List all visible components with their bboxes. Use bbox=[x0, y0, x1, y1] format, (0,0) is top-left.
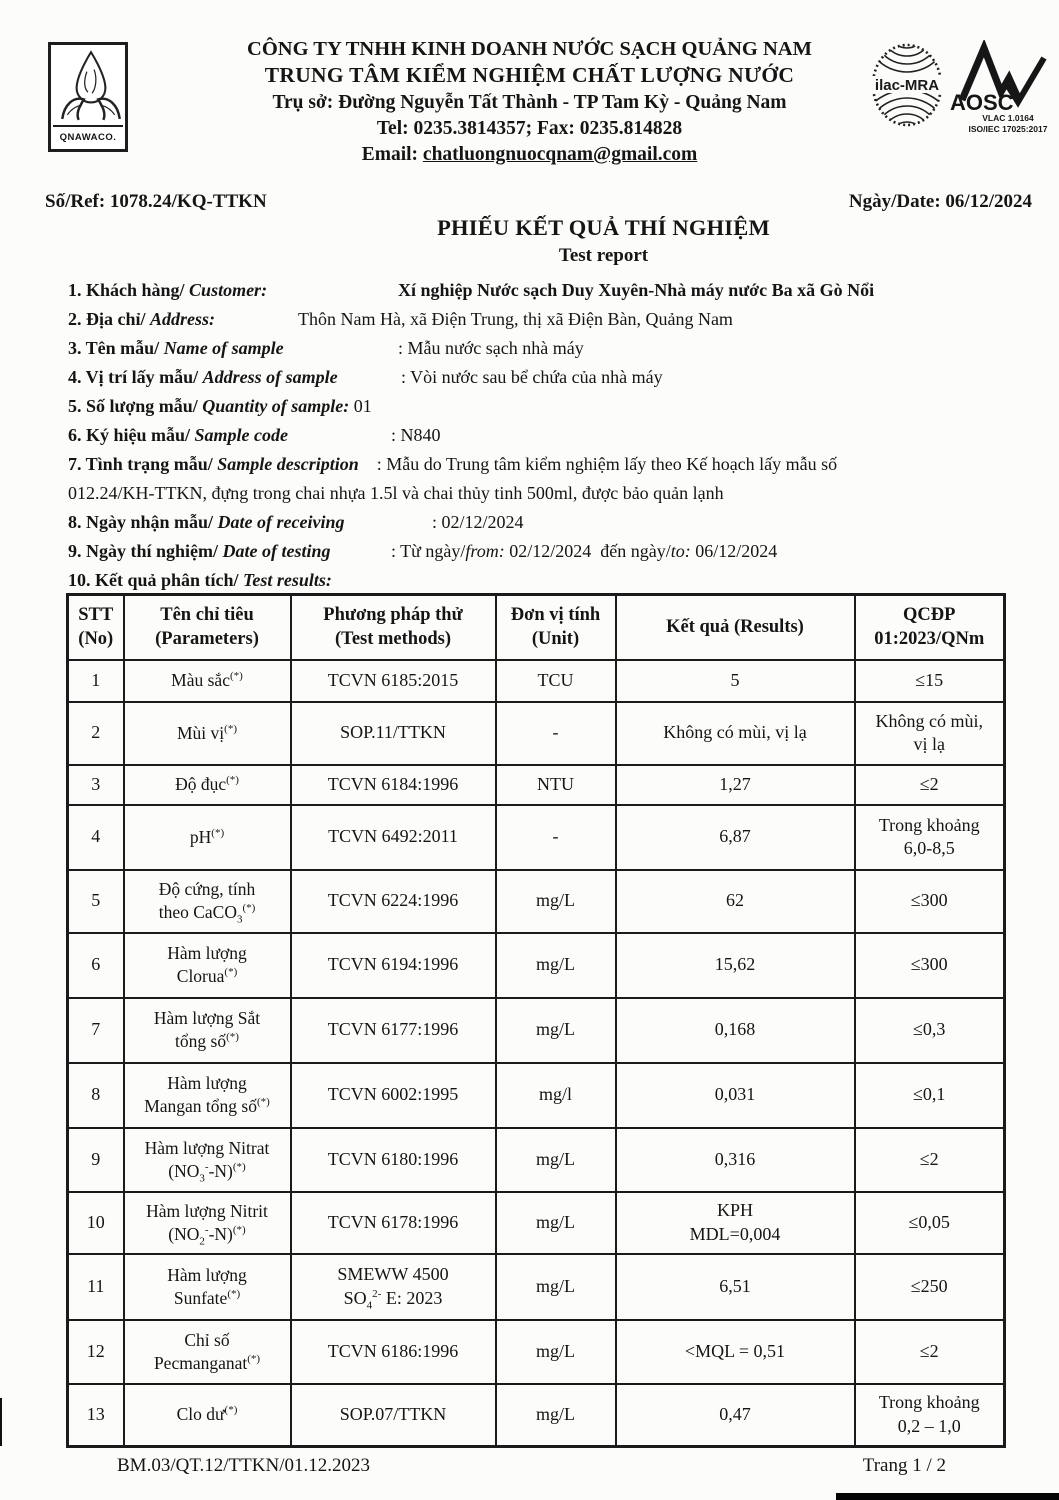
cell-parameter: Hàm lượng Sunfate(*) bbox=[124, 1254, 291, 1320]
cell-no: 3 bbox=[68, 765, 124, 805]
cell-parameter: Hàm lượng Sắt tổng số(*) bbox=[124, 998, 291, 1063]
email-address: chatluongnuocqnam@gmail.com bbox=[422, 144, 698, 165]
cell-parameter: Mùi vị(*) bbox=[124, 702, 291, 765]
cell-unit: mg/L bbox=[496, 1192, 616, 1254]
info-sample-description bbox=[68, 450, 1017, 508]
cell-no: 1 bbox=[68, 660, 124, 702]
info-label-en: Sample code bbox=[194, 425, 289, 445]
cell-no: 6 bbox=[68, 933, 124, 998]
col-header-no: STT (No) bbox=[68, 595, 124, 660]
page-number: Trang 1 / 2 bbox=[862, 1455, 946, 1476]
cell-result: 1,27 bbox=[616, 765, 855, 805]
table-row bbox=[68, 765, 1005, 805]
cell-unit: mg/L bbox=[496, 1128, 616, 1192]
info-label-en: Name of sample bbox=[163, 338, 284, 358]
head-office-address: Trụ sở: Đường Nguyễn Tất Thành - TP Tam Kỳ - Quảng Nam bbox=[272, 92, 787, 113]
page-footer bbox=[117, 1455, 946, 1477]
info-label: 1. Khách hàng/ bbox=[68, 280, 185, 300]
info-label-en: Address of sample bbox=[202, 367, 338, 387]
cell-unit: TCU bbox=[496, 660, 616, 702]
cell-unit: NTU bbox=[496, 765, 616, 805]
cell-limit: ≤0,3 bbox=[855, 998, 1005, 1063]
cell-limit: ≤15 bbox=[855, 660, 1005, 702]
info-label: 8. Ngày nhận mẫu/ bbox=[68, 512, 214, 532]
table-row bbox=[68, 1384, 1005, 1447]
aosc-certification-icon bbox=[948, 40, 1053, 135]
aosc-vlac-text: VLAC 1.0164 bbox=[982, 113, 1034, 123]
cell-method: TCVN 6002:1995 bbox=[291, 1063, 496, 1128]
info-value: Xí nghiệp Nước sạch Duy Xuyên-Nhà máy nước Ba xã Gò Nổi bbox=[398, 280, 875, 300]
info-label: 4. Vị trí lấy mẫu/ bbox=[68, 367, 199, 387]
cell-parameter: Hàm lượng Nitrat $(NO_3^--N)^{(*)}$ bbox=[124, 1128, 291, 1192]
cell-unit: mg/L bbox=[496, 870, 616, 933]
cell-limit: Trong khoảng 6,0-8,5 bbox=[855, 805, 1005, 870]
cell-unit: mg/L bbox=[496, 1384, 616, 1447]
info-label: 5. Số lượng mẫu/ bbox=[68, 396, 198, 416]
cell-method: TCVN 6186:1996 bbox=[291, 1320, 496, 1384]
ilac-mra-text: ilac-MRA bbox=[874, 77, 940, 94]
cell-limit: Trong khoảng 0,2 – 1,0 bbox=[855, 1384, 1005, 1447]
cell-unit: - bbox=[496, 805, 616, 870]
logo-text: QNAWACO. bbox=[53, 125, 123, 147]
page-title: PHIẾU KẾT QUẢ THÍ NGHIỆM bbox=[437, 215, 770, 240]
cell-parameter: Màu sắc(*) bbox=[124, 660, 291, 702]
email-label: Email: bbox=[361, 144, 419, 165]
cell-result: 6,51 bbox=[616, 1254, 855, 1320]
info-label-en: Date of testing bbox=[222, 541, 331, 561]
tel-fax-line: Tel: 0235.3814357; Fax: 0235.814828 bbox=[376, 118, 683, 139]
info-sample-quantity bbox=[68, 392, 1017, 421]
col-header-test-methods: Phương pháp thử (Test methods) bbox=[291, 595, 496, 660]
cell-parameter: Độ đục(*) bbox=[124, 765, 291, 805]
col-header-parameters: Tên chỉ tiêu (Parameters) bbox=[124, 595, 291, 660]
cell-no: 9 bbox=[68, 1128, 124, 1192]
info-sample-name bbox=[68, 334, 1017, 363]
cell-limit: ≤300 bbox=[855, 870, 1005, 933]
scan-artifact-edge bbox=[0, 1398, 2, 1446]
cell-no: 5 bbox=[68, 870, 124, 933]
info-label-en: Sample description bbox=[217, 454, 359, 474]
table-row bbox=[68, 1063, 1005, 1128]
cell-parameter: Chỉ số Pecmanganat(*) bbox=[124, 1320, 291, 1384]
info-sample-location bbox=[68, 363, 1017, 392]
cell-method: TCVN 6194:1996 bbox=[291, 933, 496, 998]
table-row bbox=[68, 1128, 1005, 1192]
cell-limit: ≤300 bbox=[855, 933, 1005, 998]
cell-method: SOP.07/TTKN bbox=[291, 1384, 496, 1447]
info-value: : Mẫu do Trung tâm kiểm nghiệm lấy theo Kế hoạch lấy mẫu số 012.24/KH-TTKN, đựng trong chai nhựa 1.5l và chai thủy tinh 500ml, được bảo quản lạnh bbox=[68, 454, 838, 503]
col-header-unit: Đơn vị tính (Unit) bbox=[496, 595, 616, 660]
cell-unit: mg/L bbox=[496, 1254, 616, 1320]
info-address bbox=[68, 305, 1017, 334]
cell-no: 10 bbox=[68, 1192, 124, 1254]
info-sample-code bbox=[68, 421, 1017, 450]
table-row bbox=[68, 870, 1005, 933]
info-value: 01 bbox=[353, 396, 372, 416]
cell-method: TCVN 6184:1996 bbox=[291, 765, 496, 805]
cell-result: 5 bbox=[616, 660, 855, 702]
table-row bbox=[68, 1254, 1005, 1320]
cell-no: 2 bbox=[68, 702, 124, 765]
test-results-table bbox=[66, 593, 1006, 1448]
table-row bbox=[68, 1192, 1005, 1254]
cell-no: 8 bbox=[68, 1063, 124, 1128]
info-date-receiving bbox=[68, 508, 1017, 537]
info-label: 7. Tình trạng mẫu/ bbox=[68, 454, 213, 474]
info-label: 6. Ký hiệu mẫu/ bbox=[68, 425, 191, 445]
cell-result: 0,316 bbox=[616, 1128, 855, 1192]
cell-limit: ≤2 bbox=[855, 1320, 1005, 1384]
aosc-text: AOSC bbox=[950, 90, 1014, 115]
info-label-en: Customer: bbox=[189, 280, 268, 300]
cell-no: 11 bbox=[68, 1254, 124, 1320]
cell-method: TCVN 6177:1996 bbox=[291, 998, 496, 1063]
cell-result: 15,62 bbox=[616, 933, 855, 998]
info-value: : 02/12/2024 bbox=[432, 512, 524, 532]
cell-parameter: Clo dư(*) bbox=[124, 1384, 291, 1447]
info-label-en: Test results: bbox=[243, 570, 332, 590]
cell-unit: mg/L bbox=[496, 998, 616, 1063]
cell-parameter: Hàm lượng Mangan tổng số(*) bbox=[124, 1063, 291, 1128]
cell-no: 13 bbox=[68, 1384, 124, 1447]
info-date-testing bbox=[68, 537, 1017, 566]
info-value: : Vòi nước sau bể chứa của nhà máy bbox=[401, 367, 663, 387]
info-label: 9. Ngày thí nghiệm/ bbox=[68, 541, 219, 561]
document-date: Ngày/Date: 06/12/2024 bbox=[848, 191, 1032, 212]
cell-result: 0,47 bbox=[616, 1384, 855, 1447]
cell-method: SMEWW 4500 $SO_4^{2-}$ E: 2023 bbox=[291, 1254, 496, 1320]
cell-method: TCVN 6492:2011 bbox=[291, 805, 496, 870]
cell-method: TCVN 6178:1996 bbox=[291, 1192, 496, 1254]
table-row bbox=[68, 933, 1005, 998]
table-row bbox=[68, 702, 1005, 765]
table-header-row bbox=[68, 595, 1005, 660]
sample-info-section bbox=[68, 276, 1017, 595]
info-test-results-heading bbox=[68, 566, 1017, 595]
cell-unit: mg/L bbox=[496, 1320, 616, 1384]
info-label: 10. Kết quả phân tích/ bbox=[68, 570, 239, 590]
col-header-limit: QCĐP 01:2023/QNm bbox=[855, 595, 1005, 660]
cell-unit: - bbox=[496, 702, 616, 765]
info-label-en: Address: bbox=[150, 309, 216, 329]
cell-parameter: Độ cứng, tính theo CaCO$_3$(*) bbox=[124, 870, 291, 933]
cell-parameter: pH(*) bbox=[124, 805, 291, 870]
table-row bbox=[68, 805, 1005, 870]
cell-method: SOP.11/TTKN bbox=[291, 702, 496, 765]
info-label: 2. Địa chỉ/ bbox=[68, 309, 146, 329]
aosc-iso-text: ISO/IEC 17025:2017 bbox=[968, 124, 1048, 134]
cell-result: <MQL = 0,51 bbox=[616, 1320, 855, 1384]
center-name: TRUNG TÂM KIỂM NGHIỆM CHẤT LƯỢNG NƯỚC bbox=[264, 63, 795, 87]
cell-limit: ≤2 bbox=[855, 765, 1005, 805]
scan-artifact-bar bbox=[836, 1493, 1059, 1500]
info-value: Thôn Nam Hà, xã Điện Trung, thị xã Điện Bàn, Quảng Nam bbox=[298, 309, 733, 329]
info-value: : Mẫu nước sạch nhà máy bbox=[398, 338, 584, 358]
col-header-results: Kết quả (Results) bbox=[616, 595, 855, 660]
info-label-en: Quantity of sample: bbox=[202, 396, 350, 416]
cell-method: TCVN 6185:2015 bbox=[291, 660, 496, 702]
cell-limit: ≤250 bbox=[855, 1254, 1005, 1320]
cell-unit: mg/L bbox=[496, 933, 616, 998]
cell-result: KPH MDL=0,004 bbox=[616, 1192, 855, 1254]
cell-parameter: Hàm lượng Clorua(*) bbox=[124, 933, 291, 998]
cell-method: TCVN 6180:1996 bbox=[291, 1128, 496, 1192]
company-name: CÔNG TY TNHH KINH DOANH NƯỚC SẠCH QUẢNG NAM bbox=[247, 38, 812, 60]
info-value: : Từ ngày/from: 02/12/2024 đến ngày/to: 06/12/2024 bbox=[391, 541, 778, 561]
cell-limit: ≤2 bbox=[855, 1128, 1005, 1192]
cell-result: 0,031 bbox=[616, 1063, 855, 1128]
form-code: BM.03/QT.12/TTKN/01.12.2023 bbox=[117, 1455, 370, 1476]
ilac-mra-certification-icon bbox=[869, 42, 945, 128]
cell-no: 7 bbox=[68, 998, 124, 1063]
info-value: : N840 bbox=[391, 425, 441, 445]
table-row bbox=[68, 998, 1005, 1063]
table-row bbox=[68, 660, 1005, 702]
cell-limit: ≤0,05 bbox=[855, 1192, 1005, 1254]
cell-parameter: Hàm lượng Nitrit $(NO_2^--N)^{(*)}$ bbox=[124, 1192, 291, 1254]
page-subtitle: Test report bbox=[558, 245, 649, 266]
cell-limit: ≤0,1 bbox=[855, 1063, 1005, 1128]
cell-result: 0,168 bbox=[616, 998, 855, 1063]
cell-result: 6,87 bbox=[616, 805, 855, 870]
document-number: Số/Ref: 1078.24/KQ-TTKN bbox=[45, 191, 267, 212]
info-label: 3. Tên mẫu/ bbox=[68, 338, 160, 358]
email-line bbox=[0, 144, 1059, 166]
reference-line bbox=[45, 191, 1032, 213]
info-customer bbox=[68, 276, 1017, 305]
cell-no: 4 bbox=[68, 805, 124, 870]
cell-no: 12 bbox=[68, 1320, 124, 1384]
cell-result: 62 bbox=[616, 870, 855, 933]
cell-method: TCVN 6224:1996 bbox=[291, 870, 496, 933]
cell-limit: Không có mùi, vị lạ bbox=[855, 702, 1005, 765]
info-label-en: Date of receiving bbox=[217, 512, 345, 532]
cell-result: Không có mùi, vị lạ bbox=[616, 702, 855, 765]
cell-unit: mg/l bbox=[496, 1063, 616, 1128]
table-row bbox=[68, 1320, 1005, 1384]
